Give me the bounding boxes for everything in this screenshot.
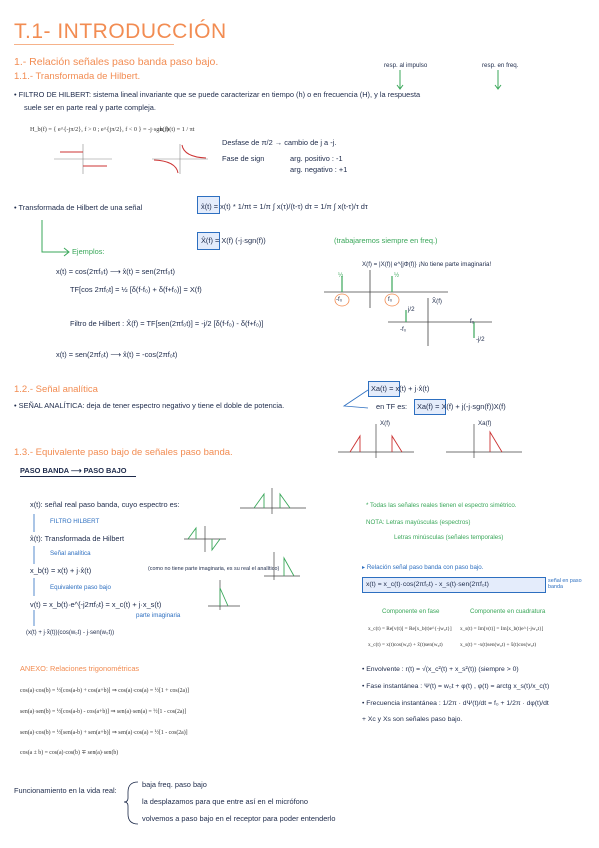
plot-note: X(f) = |X(f)| e^{jΦ(f)} ¡No tiene parte imaginaria! <box>362 261 492 268</box>
xaf-formula: Xa(f) = X(f) + j(-j·sgn(f))X(f) <box>417 402 506 411</box>
arg-pos-text: arg. positivo : -1 <box>290 154 343 163</box>
plot2-neg-j-half: -j/2 <box>476 336 485 343</box>
section-1-1-heading: 1.1.- Transformada de Hilbert. <box>14 71 141 82</box>
pb-label: PASO BANDA ⟶ PASO BAJO <box>20 466 127 475</box>
arg-neg-text: arg. negativo : +1 <box>290 165 348 174</box>
hb-plot <box>150 142 210 176</box>
fase-instantanea: • Fase instantánea : Ψ(t) = w₀t + φ(t) , φ(t) = arctg x_s(t)/x_c(t) <box>362 683 550 690</box>
note-resp-impulso: resp. al impulso <box>384 62 428 69</box>
senal-analitica-label: Señal analítica <box>50 550 91 557</box>
plot2-j-half: j/2 <box>408 306 415 313</box>
section-1-heading: 1.- Relación señales paso banda paso bajo. <box>14 56 219 68</box>
note-minusculas: Letras minúsculas (señales temporales) <box>394 534 504 541</box>
th-freq-note: (trabajaremos siempre en freq.) <box>334 236 438 245</box>
example-1-filter: Filtro de Hilbert : X̂(f) = TF[sen(2πf₀t)] = -j/2 [δ(f-f₀) - δ(f+f₀)] <box>70 319 264 328</box>
note-resp-freq: resp. en freq. <box>482 62 519 69</box>
plot1-neg-f0: -f₀ <box>336 296 343 303</box>
note-mayusculas: NOTA: Letras mayúsculas (espectros) <box>366 519 471 526</box>
plot1-half-left: ½ <box>338 272 344 279</box>
Xaf-label: Xa(f) <box>478 420 492 427</box>
anexo-eq3: sen(a)·cos(b) = ½[sen(a-b) + sen(a+b)] ⇒ sen(a)·cos(a) = ½[1 - cos(2a)] <box>20 730 188 736</box>
note-simetrico: * Todas las señales reales tienen el espectro simétrico. <box>366 502 517 509</box>
flow-arrows <box>30 510 40 630</box>
example-1-tf: TF[cos 2πf₀t] = ½ [δ(f-f₀) + δ(f+f₀)] = X(f) <box>70 285 202 294</box>
xc-eq2: x_c(t) = x(t)cos(w₀t) + x̂(t)sen(w₀t) <box>368 642 443 648</box>
plot2-Xhat-label: X̂(f) <box>432 298 442 305</box>
pb-underline <box>20 476 136 477</box>
xs-line: (x(t) + j·x̂(t))(cos(w₀t) - j·sen(w₀t)) <box>26 630 115 636</box>
xc-xs-note: + Xc y Xs son señales paso bajo. <box>362 716 463 723</box>
comp-cuad-label: Componente en cuadratura <box>470 608 546 615</box>
Hb-formula: H_b(f) = { e^{-jπ/2}, f > 0 ; e^{jπ/2}, f < 0 } = -j·sgn(f) <box>30 126 169 133</box>
relacion-note: señal en paso banda <box>548 578 582 590</box>
envolvente: • Envolvente : r(t) = √(x_c²(t) + x_s²(t)) (siempre > 0) <box>362 666 519 673</box>
func-label: Funcionamiento en la vida real: <box>14 786 117 795</box>
freq-instantanea: • Frecuencia instantánea : 1/2π · dΨ(t)/dt = f₀ + 1/2π · dφ(t)/dt <box>362 700 549 707</box>
filtro-hilbert-label: FILTRO HILBERT <box>50 518 100 525</box>
xb-note: (como no tiene parte imaginaria, es su real el analítico) <box>148 566 280 572</box>
xc-eq: x_c(t) = Re[v(t)] = Re[x_b(t)e^{-jw₀t}] <box>368 626 452 632</box>
xs-eq: x_s(t) = Im[v(t)] = Im[x_b(t)e^{-jw₀t}] <box>460 626 544 632</box>
relacion-label: ▸ Relación señal paso banda con paso bajo. <box>362 564 484 571</box>
hilbert-filter-text-2: suele ser en parte real y parte compleja. <box>24 103 156 112</box>
equiv-label: Equivalente paso bajo <box>50 584 111 591</box>
xb-text: x_b(t) = x(t) + j·x̂(t) <box>30 566 92 575</box>
title-underline <box>14 44 174 45</box>
th-formula: x̂(t) = x(t) * 1/πt = 1/π ∫ x(τ)/(t-τ) dτ = 1/π ∫ x(t-τ)/τ dτ <box>201 202 368 211</box>
comp-fase-label: Componente en fase <box>382 608 440 615</box>
analytic-text: • SEÑAL ANALÍTICA: deja de tener espectro negativo y tiene el doble de potencia. <box>14 401 285 410</box>
relacion-formula: x(t) = x_c(t)·cos(2πf₀t) - x_s(t)·sen(2πf₀t) <box>366 581 489 588</box>
func-l2: la desplazamos para que entre así en el micrófono <box>142 797 308 806</box>
anexo-eq1: cos(a)·cos(b) = ½[cos(a-b) + cos(a+b)] ⇒ cos(a)·cos(a) = ½[1 + cos(2a)] <box>20 688 189 694</box>
hb-formula: h_b(t) = 1 / πt <box>160 126 195 133</box>
desfase-text: Desfase de π/2 → cambio de j a -j. <box>222 138 337 147</box>
page-title: T.1- INTRODUCCIÓN <box>14 20 227 43</box>
fase-sign-text: Fase de sign <box>222 154 265 163</box>
xa-connector <box>340 388 370 410</box>
anexo-heading: ANEXO: Relaciones trigonométricas <box>20 664 140 673</box>
ejemplos-label: Ejemplos: <box>72 247 105 256</box>
section-1-2-heading: 1.2.- Señal analítica <box>14 384 98 395</box>
xt-spectrum <box>238 486 308 516</box>
hilbert-filter-text-1: • FILTRO DE HILBERT: sistema lineal invariante que se puede caracterizar en tiempo (h) o en frecuencia (H), y la respuesta <box>14 90 421 99</box>
xs-eq2: x_s(t) = -x(t)sen(w₀t) + x̂(t)cos(w₀t) <box>460 642 537 648</box>
xb-spectrum <box>262 550 302 582</box>
func-l1: baja freq. paso bajo <box>142 780 207 789</box>
parte-imaginaria-label: parte imaginaria <box>136 612 181 619</box>
Xf-label: X(f) <box>380 420 390 427</box>
th-label: • Transformada de Hilbert de una señal <box>14 203 143 212</box>
vt-formula: v(t) = x_b(t)·e^{-j2πf₀t} = x_c(t) + j·x_s(t) <box>30 600 162 609</box>
xt-text: x(t): señal real paso banda, cuyo espectro es: <box>30 500 180 509</box>
plot1-half-right: ½ <box>394 272 400 279</box>
xhat-spectrum <box>182 524 228 554</box>
example-1: x(t) = cos(2πf₀t) ⟶ x̂(t) = sen(2πf₀t) <box>56 267 175 276</box>
func-brace <box>122 778 142 828</box>
anexo-eq2: sen(a)·sen(b) = ½[cos(a-b) - cos(a+b)] ⇒ sen(a)·sen(a) = ½[1 - cos(2a)] <box>20 709 187 715</box>
Hb-plot <box>52 142 114 176</box>
note-arrows <box>380 68 520 90</box>
xa-formula: Xa(t) = x(t) + j·x̂(t) <box>371 384 430 393</box>
th-freq-formula: X̂(f) = X(f) (-j·sgn(f)) <box>201 236 266 245</box>
section-1-3-heading: 1.3.- Equivalente paso bajo de señales paso banda. <box>14 447 233 458</box>
en-tf-label: en TF es: <box>376 402 408 411</box>
func-l3: volvemos a paso bajo en el receptor para poder entenderlo <box>142 814 336 823</box>
plot2-f0: f₀ <box>470 318 475 325</box>
plot2-neg-f0: -f₀ <box>400 326 407 333</box>
plot1-f0: f₀ <box>388 296 393 303</box>
Xf-plot <box>336 420 416 460</box>
anexo-eq4: cos(a ± b) = cos(a)·cos(b) ∓ sen(a)·sen(b) <box>20 750 119 756</box>
v-spectrum <box>206 578 242 612</box>
example-2: x(t) = sen(2πf₀t) ⟶ x̂(t) = -cos(2πf₀t) <box>56 350 178 359</box>
xhat-text: x̂(t): Transformada de Hilbert <box>30 534 125 543</box>
